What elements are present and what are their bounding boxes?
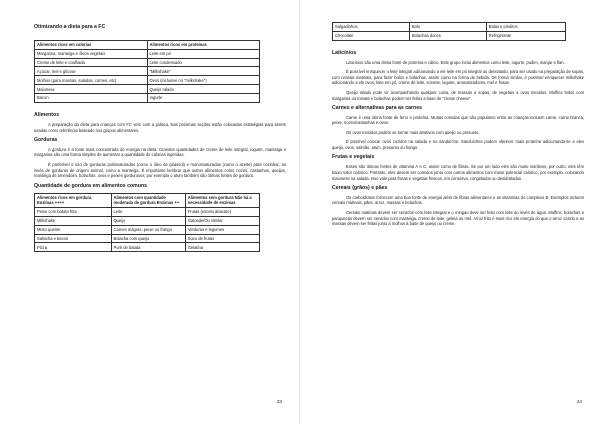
left-page — [34, 14, 286, 410]
paragraph: Carne é uma ótima fonte de ferro e proteína. Muitas comidas que são populares entre as crianças incluem carne, carne branca, peixe, nozes/castanhas e ovos. — [332, 114, 584, 126]
table-cell: Frutas (exceto abacate) — [185, 207, 259, 216]
table-cell: Molhos (para massas, saladas, carnes, etc) — [35, 76, 148, 85]
fat-content-table — [34, 193, 260, 252]
table-row — [35, 58, 260, 67]
paragraph: Esses são ótimas fontes de vitamina A e C, assim como de fibras. Se por um lado eles são muito nutritivos, por outro, eles têm baixo valor calórico. Portanto, eles devem ser comidos junto com outros alimentos com maior potencial calórico, por exemplo, colocando maionese na salada. Isso vale para frutas e vegetais frescos, em conserva, congelados ou desidratados. — [332, 163, 584, 181]
paragraph: A gordura é a fonte mais concentrada de energia na dieta. Grandes quantidades de creme de leite integral, iogurte, manteiga e margarina são uma forma simples de aumentar a quantidade de calorias ingeridas. — [34, 146, 286, 158]
table-cell: Verduras e legumes — [185, 225, 259, 234]
table-row — [333, 31, 566, 40]
table-cell: Salgadinhos — [333, 23, 410, 32]
table-cell: Pizza — [35, 243, 112, 252]
table-row — [35, 94, 260, 103]
table-cell: Margarina, manteiga e óleos vegetais — [35, 49, 148, 58]
table-cell: Leite condensado — [147, 58, 260, 67]
table-cell: Gelatina — [185, 243, 259, 252]
paragraph: A preparação da dieta para crianças com FC vem com a prática. Nas próximas seções estão colocadas estratégias para serem usadas como referência baseado nos grupos alimentares. — [34, 121, 286, 133]
paragraph: Laticínios são uma ótima fonte de proteína e cálcio. Este grupo inclui alimentos como leite, iogurte, pudim, manjar e flan. — [346, 59, 565, 65]
table-cell: Bolacha com queijo — [111, 234, 185, 243]
section-heading-alimentos: Alimentos — [34, 111, 60, 118]
table-cell: Purê de batata — [111, 243, 185, 252]
table-header-cell: Alimentos ricos em gordura Enzimas ++++ — [35, 193, 112, 207]
table-cell: Gatosde/Ou similar — [185, 216, 259, 225]
table-row — [35, 85, 260, 94]
table-header-cell: Alimentos ricos em proteínas — [147, 40, 260, 49]
page-divider — [299, 0, 300, 424]
table-cell: Queijo — [111, 216, 185, 225]
table-cell: Carnes magras, peixe ou frango — [111, 225, 185, 234]
table-cell: Queijo ralado — [147, 85, 260, 94]
table-cell: Maionese — [35, 85, 148, 94]
section-heading-frutas: Frutas e vegetais — [332, 154, 375, 161]
table-cell: Peixe com batata frita — [35, 207, 112, 216]
table-header-row — [35, 193, 260, 207]
page-number: 24 — [576, 399, 582, 404]
table-cell: Misto quente — [35, 225, 112, 234]
paragraph: É possível enriquecer o leite integral adicionando a ele leite em pó integral ou desnatado, para ser usado na preparação de sopas, com cereais matinais, para fazer bolos e bolachas, assim como na forma de bebida. De forma similar, é possível enriquecer milkshake adicionando a ele ovos, leite em pó, creme de leite, sorvete, iogurte, aromatizadores, mel e frutas. — [332, 68, 584, 86]
table-row — [35, 207, 260, 216]
section-heading-carnes: Carnes e alternativas para as carnes — [332, 104, 422, 111]
page-title: Otimizando a dieta para a FC — [34, 24, 106, 30]
table-row — [333, 23, 566, 32]
table-row — [35, 76, 260, 85]
table-row — [35, 216, 260, 225]
table-cell: Leite em pó — [147, 49, 260, 58]
section-heading-gorduras: Gorduras — [34, 136, 58, 143]
table-cell: Chocolate — [333, 31, 410, 40]
section-heading-laticinios: Laticínios — [332, 49, 357, 56]
paragraph: Cereais matinais devem ser servidos com leite integral e o mingau deve ser feito com leite ao invés de água. Muffins, bolachas e panquecas devem ser servidos com manteiga, creme de leite, geleia ou mel. Arroz frito é mais rico em energia do que o arroz cozido e as massas devem ser feitas junto a molhos à base de queijo ou creme. — [332, 209, 584, 227]
table-cell: Creme de leite e coalhada — [35, 58, 148, 67]
paragraph: Os carboidratos fornecem uma boa fonte de energia além de fibras alimentares e as vitaminas do complexo B. Exemplos incluem cereais matinais, pães, arroz, massas e bolachas. — [332, 194, 584, 206]
paragraph: É possível colocar ovos cozidos na salada e no sanduíche. Sanduíches podem oferecer mais proteína adicionando-se a eles queijo, ovos, salmão, atum, presunto ou frango. — [332, 139, 584, 150]
table-cell: Salsicha e bacon — [35, 234, 112, 243]
table-header-row — [35, 40, 260, 49]
table-cell: "Milkshake" — [147, 67, 260, 76]
table-header-cell: Alimentos ricos em calorias — [35, 40, 148, 49]
right-page — [332, 14, 584, 410]
section-heading-cereais: Cereais (grãos) e pães — [332, 184, 388, 191]
table-cell: Iogurte — [147, 94, 260, 103]
table-cell: Milkshake — [35, 216, 112, 225]
table-header-cell: Alimentos com quantidade moderada de gordura Enzimas ++ — [111, 193, 185, 207]
table-header-cell: Alimentos sem gordura Não há a necessidade de enzimas — [185, 193, 259, 207]
paragraph: É preferível o uso de gorduras poliinsaturadas (como o óleo de girassol) e monossaturadas (como o azeite) para cozinhar, ao invés de gorduras de origem animal, como a manteiga. É importante lembrar que outros alimentos como nozes, castanhas, queijos, manteiga de amendoim, bolachas, ovos e peixes gordurosos; por exemplo o atum também são ótimas fontes de gordura. — [34, 161, 286, 179]
table-row — [35, 234, 260, 243]
table-cell: Bolo — [409, 23, 486, 32]
table-row — [35, 225, 260, 234]
table-cell: Bolachas doces — [409, 31, 486, 40]
table-row — [35, 49, 260, 58]
paragraph: Queijo ralado pode vir acompanhando qualquer coisa, de massas a sopas, de vegetais a ovos mexidos. Muffins feitos com margarina ou tomate e bolachas podem ser feitos a base de "cream cheese". — [332, 89, 584, 101]
table-row — [35, 243, 260, 252]
table-cell: Balas e pirulitos — [486, 23, 565, 32]
paragraph: Os ovos mexidos podem se tornar mais atrativos com queijo ou presunto. — [346, 129, 480, 135]
table-cell: Bacon — [35, 94, 148, 103]
table-title: Quantidade de gordura em alimentos comuns — [34, 183, 147, 190]
table-cell: Ovos (inclusive no "milkshake") — [147, 76, 260, 85]
table-cell: Açúcar, mel e glicose — [35, 67, 148, 76]
table-row — [35, 67, 260, 76]
table-cell: Refrigerante — [486, 31, 565, 40]
table-cell: Leite — [111, 207, 185, 216]
page-number: 23 — [276, 399, 282, 404]
calories-protein-table — [34, 40, 260, 103]
snacks-table — [332, 22, 566, 41]
table-cell: Suco de frutas — [185, 234, 259, 243]
